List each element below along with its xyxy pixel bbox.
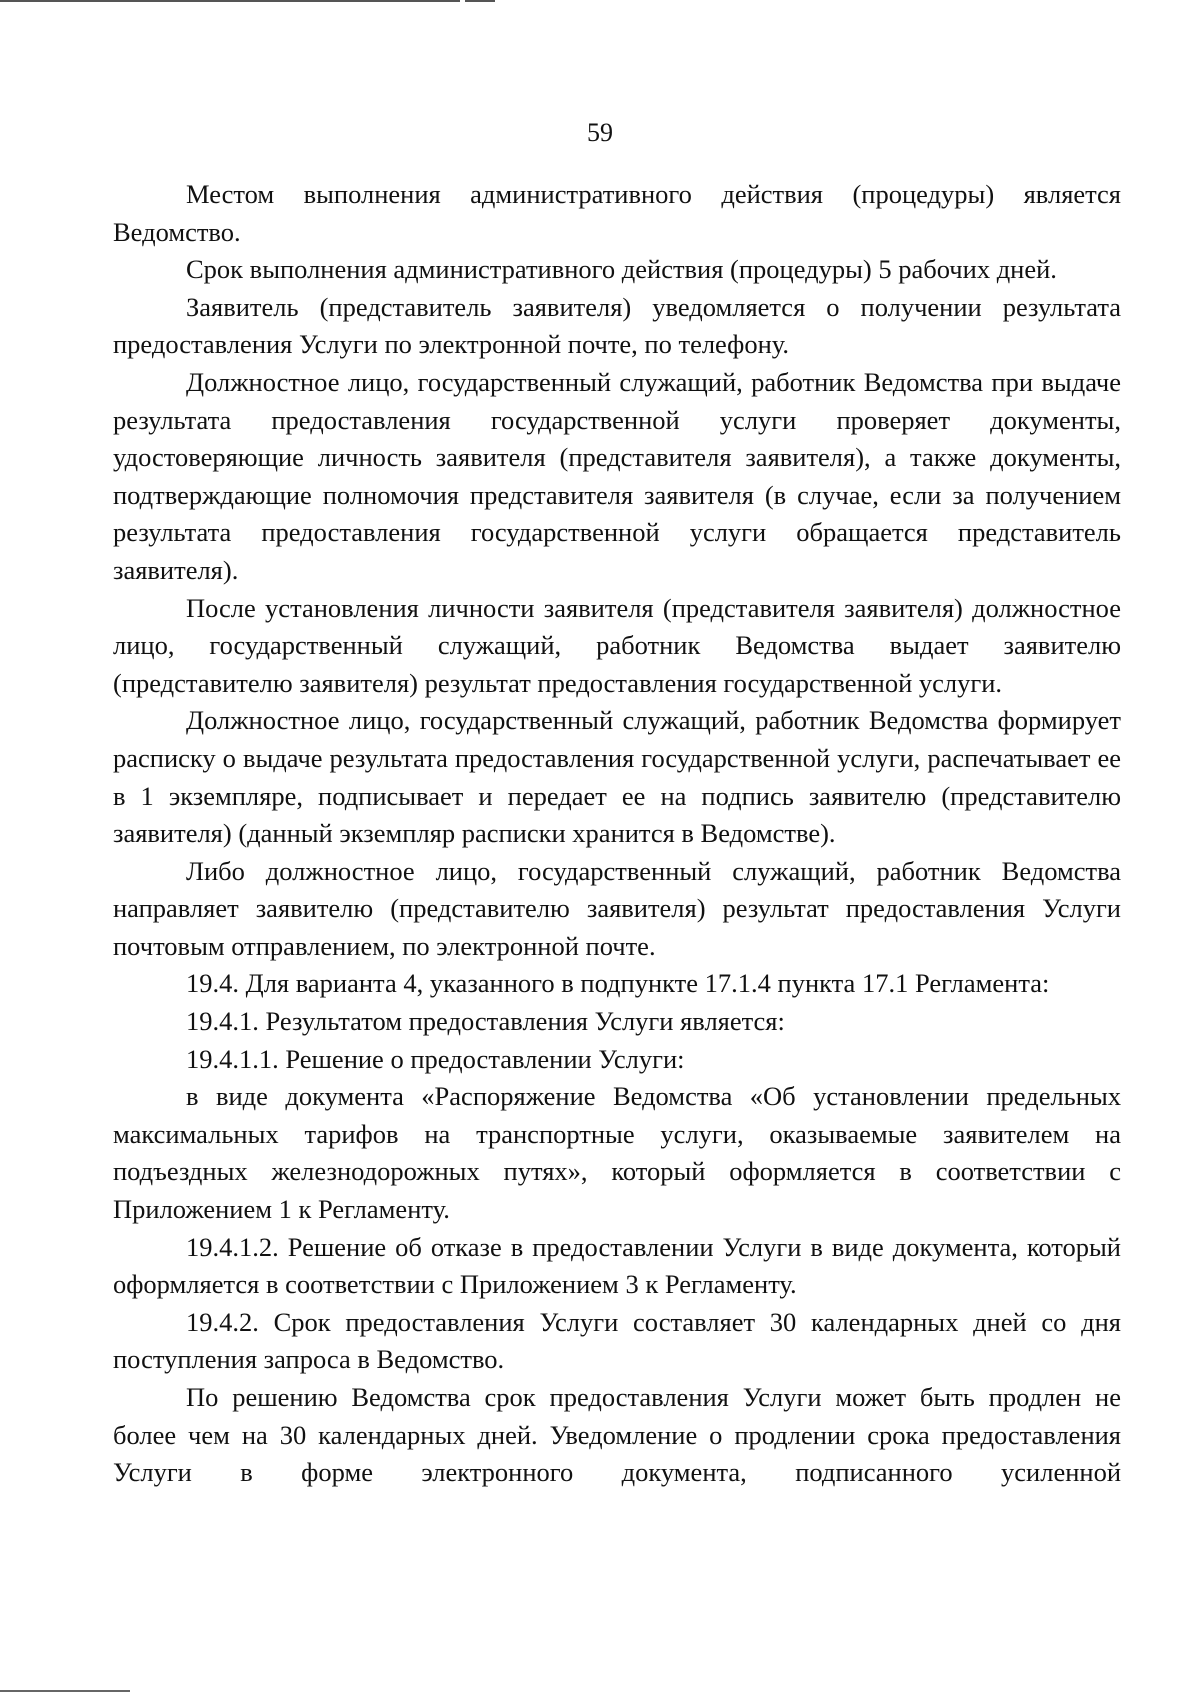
scan-edge-bottom [0,1690,130,1692]
scan-edge-top-fragment [465,0,495,2]
paragraph-1: Местом выполнения административного действия (процедуры) является Ведомство. [113,179,1121,247]
paragraph-7: Либо должностное лицо, государственный служащий, работник Ведомства направляет заявителю (представителю заявителя) результат предоставления Услуги почтовым отправлением, по электронной почте. [113,855,1121,961]
paragraph-14: По решению Ведомства срок предоставления Услуги может быть продлен не более чем на 30 календарных дней. Уведомление о продлении срока предоставления Услуги в форме электронного документа, подписанного усиленной [113,1382,1121,1488]
document-body [113,176,1121,1492]
paragraph-11: в виде документа «Распоряжение Ведомства «Об установлении предельных максимальных тарифов на транспортные услуги, оказываемые заявителем на подъездных железнодорожных путях», который оформляется в соответствии с Приложением 1 к Регламенту. [113,1081,1121,1225]
paragraph-8: 19.4. Для варианта 4, указанного в подпункте 17.1.4 пункта 17.1 Регламента: [186,968,1050,999]
paragraph-3: Заявитель (представитель заявителя) уведомляется о получении результата предоставления Услуги по электронной почте, по телефону. [113,291,1121,360]
paragraph-9: 19.4.1. Результатом предоставления Услуги является: [186,1006,785,1037]
paragraph-6: Должностное лицо, государственный служащий, работник Ведомства формирует расписку о выдаче результата предоставления государственной услуги, распечатывает ее в 1 экземпляре, подписывает и передает ее на подпись заявителю (представителю заявителя) (данный экземпляр расписки хранится в Ведомстве). [113,705,1121,849]
paragraph-12: 19.4.1.2. Решение об отказе в предоставлении Услуги в виде документа, который оформляется в соответствии с Приложением 3 к Регламенту. [113,1231,1121,1300]
paragraph-4: Должностное лицо, государственный служащий, работник Ведомства при выдаче результата предоставления государственной услуги проверяет документы, удостоверяющие личность заявителя (представителя заявителя), а также документы, подтверждающие полномочия представителя заявителя (в случае, если за получением результата предоставления государственной услуги обращается представитель заявителя). [113,366,1121,585]
paragraph-10: 19.4.1.1. Решение о предоставлении Услуги: [186,1043,685,1074]
paragraph-13: 19.4.2. Срок предоставления Услуги составляет 30 календарных дней со дня поступления запроса в Ведомство. [113,1306,1121,1375]
paragraph-2: Срок выполнения административного действия (процедуры) 5 рабочих дней. [186,254,1057,285]
page-number: 59 [587,118,613,147]
scan-edge-top [0,0,460,2]
paragraph-5: После установления личности заявителя (представителя заявителя) должностное лицо, государственный служащий, работник Ведомства выдает заявителю (представителю заявителя) результат предоставления государственной услуги. [113,592,1121,698]
